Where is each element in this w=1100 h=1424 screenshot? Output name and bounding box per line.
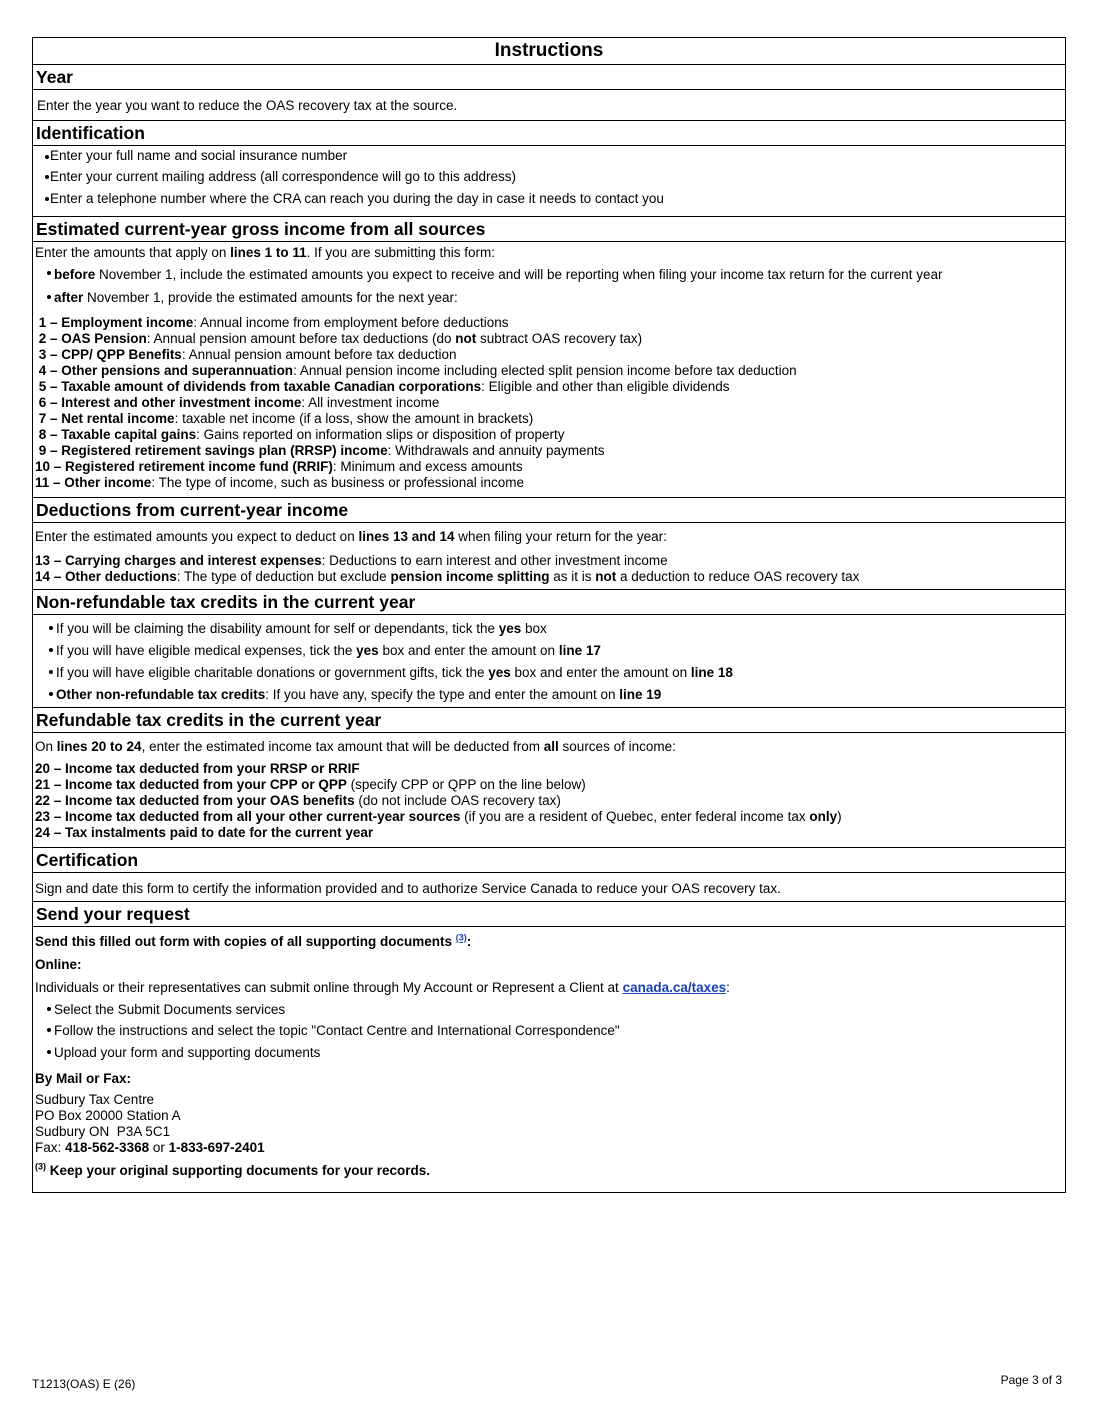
page-title: Instructions [33, 38, 1065, 65]
list-item: after November 1, provide the estimated amounts for the next year: [35, 287, 1061, 311]
section-heading-identification: Identification [33, 121, 1065, 146]
fax-line: Fax: 418-562-3368 or 1-833-697-2401 [35, 1140, 265, 1155]
list-item: 5 – Taxable amount of dividends from taxable Canadian corporations: Eligible and other than eligible dividends [35, 379, 730, 394]
list-item: 10 – Registered retirement income fund (RRIF): Minimum and excess amounts [35, 459, 523, 474]
footnote-link[interactable]: (3) [455, 932, 467, 943]
list-item: Select the Submit Documents services [35, 999, 1061, 1020]
list-item: Enter a telephone number where the CRA can reach you during the day in case it needs to contact you [37, 188, 1061, 210]
form-id: T1213(OAS) E (26) [32, 1377, 136, 1391]
section-heading-nonrefundable: Non-refundable tax credits in the current year [33, 590, 1065, 615]
income-lines [35, 311, 1061, 491]
online-label: Online: [35, 957, 82, 972]
list-item: Enter your current mailing address (all correspondence will go to this address) [37, 166, 1061, 188]
canada-taxes-link[interactable]: canada.ca/taxes [622, 980, 727, 995]
section-send [33, 927, 1065, 1192]
income-intro: Enter the amounts that apply on lines 1 to 11. If you are submitting this form: [35, 245, 495, 260]
list-item: 4 – Other pensions and superannuation: Annual pension income including elected split pension income before tax deduction [35, 363, 797, 378]
section-heading-send: Send your request [33, 902, 1065, 927]
list-item: 23 – Income tax deducted from all your other current-year sources (if you are a resident of Quebec, enter federal income tax only) [35, 809, 842, 824]
list-item: If you will be claiming the disability amount for self or dependants, tick the yes box [37, 618, 1061, 640]
section-refundable [33, 733, 1065, 848]
list-item: Other non-refundable tax credits: If you have any, specify the type and enter the amount on line 19 [37, 684, 1061, 706]
list-item: Enter your full name and social insurance number [37, 146, 1061, 166]
section-income [33, 242, 1065, 498]
list-item: 2 – OAS Pension: Annual pension amount before tax deductions (do not subtract OAS recovery tax) [35, 331, 643, 346]
list-item: If you will have eligible charitable donations or government gifts, tick the yes box and enter the amount on line 18 [37, 662, 1061, 684]
list-item: If you will have eligible medical expenses, tick the yes box and enter the amount on line 17 [37, 640, 1061, 662]
list-item: 9 – Registered retirement savings plan (RRSP) income: Withdrawals and annuity payments [35, 443, 605, 458]
certification-text: Sign and date this form to certify the information provided and to authorize Service Canada to reduce your OAS recovery tax. [35, 881, 781, 896]
section-heading-income: Estimated current-year gross income from all sources [33, 217, 1065, 242]
list-item: 13 – Carrying charges and interest expenses: Deductions to earn interest and other investment income [35, 553, 668, 568]
address-line: Sudbury Tax Centre [35, 1092, 155, 1107]
list-item: Upload your form and supporting documents [35, 1042, 1061, 1064]
page-number: Page 3 of 3 [1000, 1373, 1062, 1387]
year-text: Enter the year you want to reduce the OAS recovery tax at the source. [37, 98, 458, 113]
instructions-form [32, 37, 1066, 1193]
list-item: 7 – Net rental income: taxable net income (if a loss, show the amount in brackets) [35, 411, 534, 426]
list-item: 24 – Tax instalments paid to date for the current year [35, 825, 374, 840]
list-item: 8 – Taxable capital gains: Gains reported on information slips or disposition of property [35, 427, 565, 442]
footnote: $^{(3)}$ Keep your original supporting documents for your records. [35, 1161, 431, 1178]
address-line: Sudbury ON P3A 5C1 [35, 1124, 171, 1139]
list-item: Follow the instructions and select the topic "Contact Centre and International Correspondence" [35, 1020, 1061, 1042]
list-item: 11 – Other income: The type of income, such as business or professional income [35, 475, 525, 490]
section-identification [33, 146, 1065, 217]
section-heading-refundable: Refundable tax credits in the current year [33, 708, 1065, 733]
list-item: 22 – Income tax deducted from your OAS benefits (do not include OAS recovery tax) [35, 793, 561, 808]
list-item: before November 1, include the estimated amounts you expect to receive and will be reporting when filing your income tax return for the current year [35, 263, 1061, 287]
section-nonrefundable [33, 615, 1065, 708]
mail-label: By Mail or Fax: [35, 1071, 132, 1086]
section-heading-certification: Certification [33, 848, 1065, 873]
section-year [33, 90, 1065, 121]
list-item: 21 – Income tax deducted from your CPP or QPP (specify CPP or QPP on the line below) [35, 777, 586, 792]
section-certification [33, 873, 1065, 902]
list-item: 1 – Employment income: Annual income from employment before deductions [35, 315, 509, 330]
list-item: 6 – Interest and other investment income: All investment income [35, 395, 440, 410]
section-deductions [33, 523, 1065, 590]
deductions-intro: Enter the estimated amounts you expect to deduct on lines 13 and 14 when filing your return for the year: [35, 529, 667, 544]
online-text: Individuals or their representatives can submit online through My Account or Represent a Client at canada.ca/taxes: [35, 980, 730, 995]
list-item: 20 – Income tax deducted from your RRSP or RRIF [35, 761, 360, 776]
list-item: 14 – Other deductions: The type of deduction but exclude pension income splitting as it is not a deduction to reduce OAS recovery tax [35, 569, 860, 584]
section-heading-deductions: Deductions from current-year income [33, 498, 1065, 523]
send-lead: Send this filled out form with copies of all supporting documents $^{(3)}$: [35, 932, 472, 949]
list-item: 3 – CPP/ QPP Benefits: Annual pension amount before tax deduction [35, 347, 457, 362]
refundable-intro: On lines 20 to 24, enter the estimated income tax amount that will be deducted from all sources of income: [35, 739, 676, 754]
address-line: PO Box 20000 Station A [35, 1108, 181, 1123]
section-heading-year: Year [33, 65, 1065, 90]
